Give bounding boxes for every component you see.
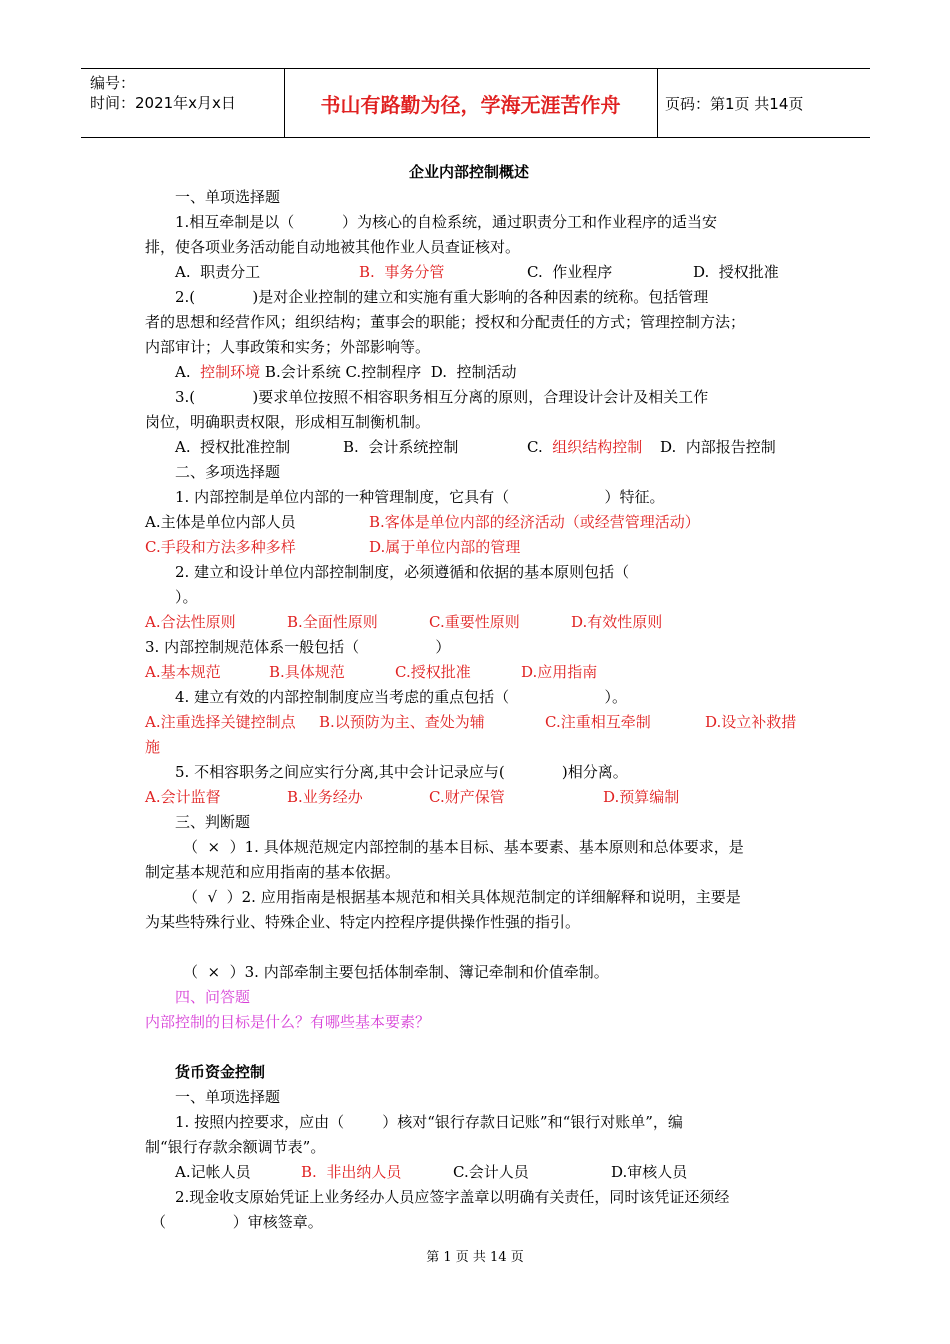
answer-option: B. 非出纳人员 bbox=[301, 1163, 402, 1181]
option: A. 授权批准控制 bbox=[175, 438, 291, 456]
answer-option: A.注重选择关键控制点 bbox=[145, 713, 296, 731]
number-label: 编号： bbox=[90, 74, 136, 92]
header-divider bbox=[657, 69, 658, 137]
answer-option: C.财产保管 bbox=[429, 788, 505, 806]
option: A.主体是单位内部人员 bbox=[145, 513, 296, 531]
section-heading: 一、单项选择题 bbox=[175, 1088, 281, 1106]
answer-option: C.授权批准 bbox=[395, 663, 471, 681]
answer-option: A.会计监督 bbox=[145, 788, 221, 806]
answer-option: D.设立补救措 bbox=[705, 713, 797, 731]
question-text: 1.相互牵制是以（ ）为核心的自检系统，通过职责分工和作业程序的适当安 bbox=[175, 213, 717, 231]
answer-option: D.有效性原则 bbox=[571, 613, 663, 631]
answer-option: D.应用指南 bbox=[521, 663, 598, 681]
answer-option: C.重要性原则 bbox=[429, 613, 520, 631]
answer-option: B.以预防为主、查处为辅 bbox=[319, 713, 485, 731]
question-text: 2.现金收支原始凭证上业务经办人员应签字盖章以明确有关责任，同时该凭证还须经 bbox=[175, 1188, 730, 1206]
question-text: 2.( )是对企业控制的建立和实施有重大影响的各种因素的统称。包括管理 bbox=[175, 288, 709, 306]
header-meta bbox=[90, 73, 236, 113]
section-heading: 二、多项选择题 bbox=[175, 463, 281, 481]
question-text: 3.( )要求单位按照不相容职务相互分离的原则，合理设计会计及相关工作 bbox=[175, 388, 709, 406]
option: A.记帐人员 bbox=[175, 1163, 251, 1181]
question-text: 岗位，明确职责权限，形成相互制衡机制。 bbox=[145, 413, 431, 431]
section-heading: 一、单项选择题 bbox=[175, 188, 281, 206]
answer-option: A.合法性原则 bbox=[145, 613, 236, 631]
question-text: ）。 bbox=[175, 588, 198, 606]
option: D.审核人员 bbox=[611, 1163, 688, 1181]
question-text: 制“银行存款余额调节表”。 bbox=[145, 1138, 326, 1156]
question-text: 3. 内部控制规范体系一般包括（ ） bbox=[145, 638, 451, 656]
judgment-text: （ √ ）2. 应用指南是根据基本规范和相关具体规范制定的详细解释和说明，主要是 bbox=[183, 888, 741, 906]
answer-option: D.属于单位内部的管理 bbox=[369, 538, 521, 556]
section-heading: 三、判断题 bbox=[175, 813, 251, 831]
answer-option: C.手段和方法多种多样 bbox=[145, 538, 296, 556]
judgment-text: 制定基本规范和应用指南的基本依据。 bbox=[145, 863, 401, 881]
question-text: 2. 建立和设计单位内部控制制度，必须遵循和依据的基本原则包括（ bbox=[175, 563, 630, 581]
judgment-text: 为某些特殊行业、特殊企业、特定内控程序提供操作性强的指引。 bbox=[145, 913, 581, 931]
answer-option: B.客体是单位内部的经济活动（或经营管理活动） bbox=[369, 513, 700, 531]
option: A. 职责分工 bbox=[175, 263, 261, 281]
answer-option: A.基本规范 bbox=[145, 663, 221, 681]
answer-option: 控制环境 bbox=[200, 363, 261, 381]
header-motto: 书山有路勤为径，学海无涯苦作舟 bbox=[320, 92, 621, 117]
judgment-text: （ × ）1. 具体规范规定内部控制的基本目标、基本要素、基本原则和总体要求，是 bbox=[183, 838, 744, 856]
option bbox=[527, 437, 642, 457]
option: C.会计人员 bbox=[453, 1163, 529, 1181]
option-letter: C. bbox=[527, 438, 553, 456]
answer-option: C.注重相互牵制 bbox=[545, 713, 651, 731]
option: D. 授权批准 bbox=[693, 263, 779, 281]
answer-option: B. 事务分管 bbox=[359, 263, 445, 281]
question-text: （ ）审核签章。 bbox=[151, 1213, 323, 1231]
judgment-text: （ × ）3. 内部牵制主要包括体制牵制、簿记牵制和价值牵制。 bbox=[183, 963, 609, 981]
option: C. 作业程序 bbox=[527, 263, 613, 281]
answer-option: B.具体规范 bbox=[269, 663, 345, 681]
question-text: 排，使各项业务活动能自动地被其他作业人员查证核对。 bbox=[145, 238, 521, 256]
option bbox=[359, 262, 444, 282]
answer-option: 施 bbox=[145, 738, 161, 756]
question-text: 内部审计；人事政策和实务；外部影响等。 bbox=[145, 338, 431, 356]
question-text: 1. 内部控制是单位内部的一种管理制度，它具有（ ）特征。 bbox=[175, 488, 665, 506]
option: B.会计系统 C.控制程序 D. 控制活动 bbox=[260, 363, 517, 381]
section-title: 企业内部控制概述 bbox=[409, 163, 530, 181]
question-text: 4. 建立有效的内部控制制度应当考虑的重点包括（ ）。 bbox=[175, 688, 627, 706]
question-text: 1. 按照内控要求，应由（ ）核对“银行存款日记账”和“银行对账单”，编 bbox=[175, 1113, 683, 1131]
section-title: 货币资金控制 bbox=[175, 1063, 266, 1081]
option: D. 内部报告控制 bbox=[660, 438, 776, 456]
answer-option: D.预算编制 bbox=[603, 788, 680, 806]
date-label: 时间：2021年x月x日 bbox=[90, 94, 236, 112]
answer-option: B.业务经办 bbox=[287, 788, 363, 806]
document-header bbox=[81, 68, 870, 138]
section-heading: 四、问答题 bbox=[175, 988, 251, 1006]
header-page-info: 页码：第1页 共14页 bbox=[665, 94, 804, 113]
option: B. 会计系统控制 bbox=[343, 438, 459, 456]
question-text: 者的思想和经营作风；组织结构；董事会的职能；授权和分配责任的方式；管理控制方法； bbox=[145, 313, 746, 331]
answer-option: B.全面性原则 bbox=[287, 613, 378, 631]
question-text: 5. 不相容职务之间应实行分离,其中会计记录应与( )相分离。 bbox=[175, 763, 628, 781]
essay-question: 内部控制的目标是什么？有哪些基本要素？ bbox=[145, 1013, 431, 1031]
answer-option: 组织结构控制 bbox=[552, 438, 643, 456]
option-letter: A. bbox=[175, 363, 201, 381]
page-footer: 第 1 页 共 14 页 bbox=[426, 1250, 524, 1265]
options-row bbox=[175, 362, 517, 382]
